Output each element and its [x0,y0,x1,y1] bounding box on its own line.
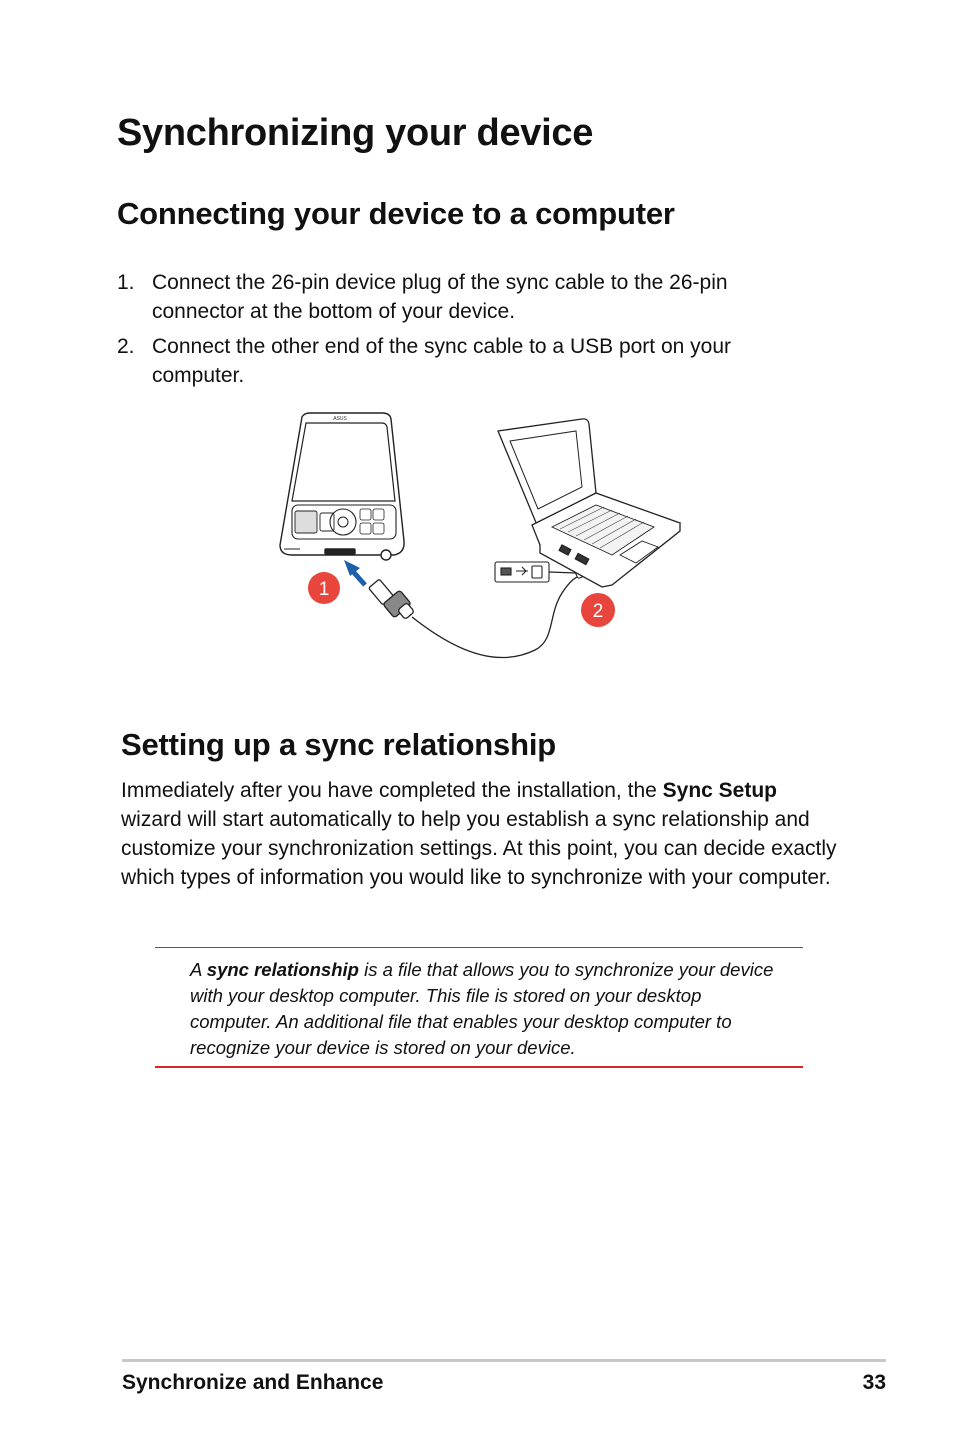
brand-mark: ASUS [333,416,347,422]
step-text: Connect the 26-pin device plug of the sync cable to the 26-pin connector at the bottom of your device. [152,271,728,323]
device-plug-icon [369,579,415,619]
callout-2-badge [581,593,615,627]
paragraph-text: Immediately after you have completed the installation, the [121,779,663,802]
note-term: sync relationship [206,959,359,980]
section-heading-connecting: Connecting your device to a computer [117,196,675,231]
paragraph-text: wizard will start automatically to help you establish a sync relationship and customize your synchronization settings. At this point, you can decide exactly which types of information you would like to synchronize with your computer. [121,808,837,889]
step-number: 1. [117,271,135,294]
note-prefix: A [190,959,207,980]
steps-list [117,268,777,396]
insert-arrow-icon [344,560,365,585]
svg-text:2: 2 [592,601,604,622]
footer-section-name: Synchronize and Enhance [122,1371,384,1394]
note-box [155,947,803,1068]
note-body: is a file that allows you to synchronize your device with your desktop computer. This file is stored on your desktop computer. An additional file that enables your desktop computer to recognize your device is stored on your device. [190,959,774,1058]
section-heading-sync-relationship: Setting up a sync relationship [121,727,556,762]
sync-setup-term: Sync Setup [662,779,778,802]
svg-text:1: 1 [318,579,330,600]
sync-cable-icon [412,575,582,658]
note-text [190,957,780,1061]
pda-device-icon [280,413,404,560]
page-title: Synchronizing your device [117,112,594,154]
page-number: 33 [862,1371,886,1394]
list-item [117,332,777,390]
footer-divider [122,1359,886,1362]
step-number: 2. [117,335,135,358]
intro-paragraph [121,776,841,892]
list-item [117,268,777,326]
step-text: Connect the other end of the sync cable to a USB port on your computer. [152,335,732,387]
callout-1-badge [308,572,340,604]
sync-illustration [270,405,690,675]
